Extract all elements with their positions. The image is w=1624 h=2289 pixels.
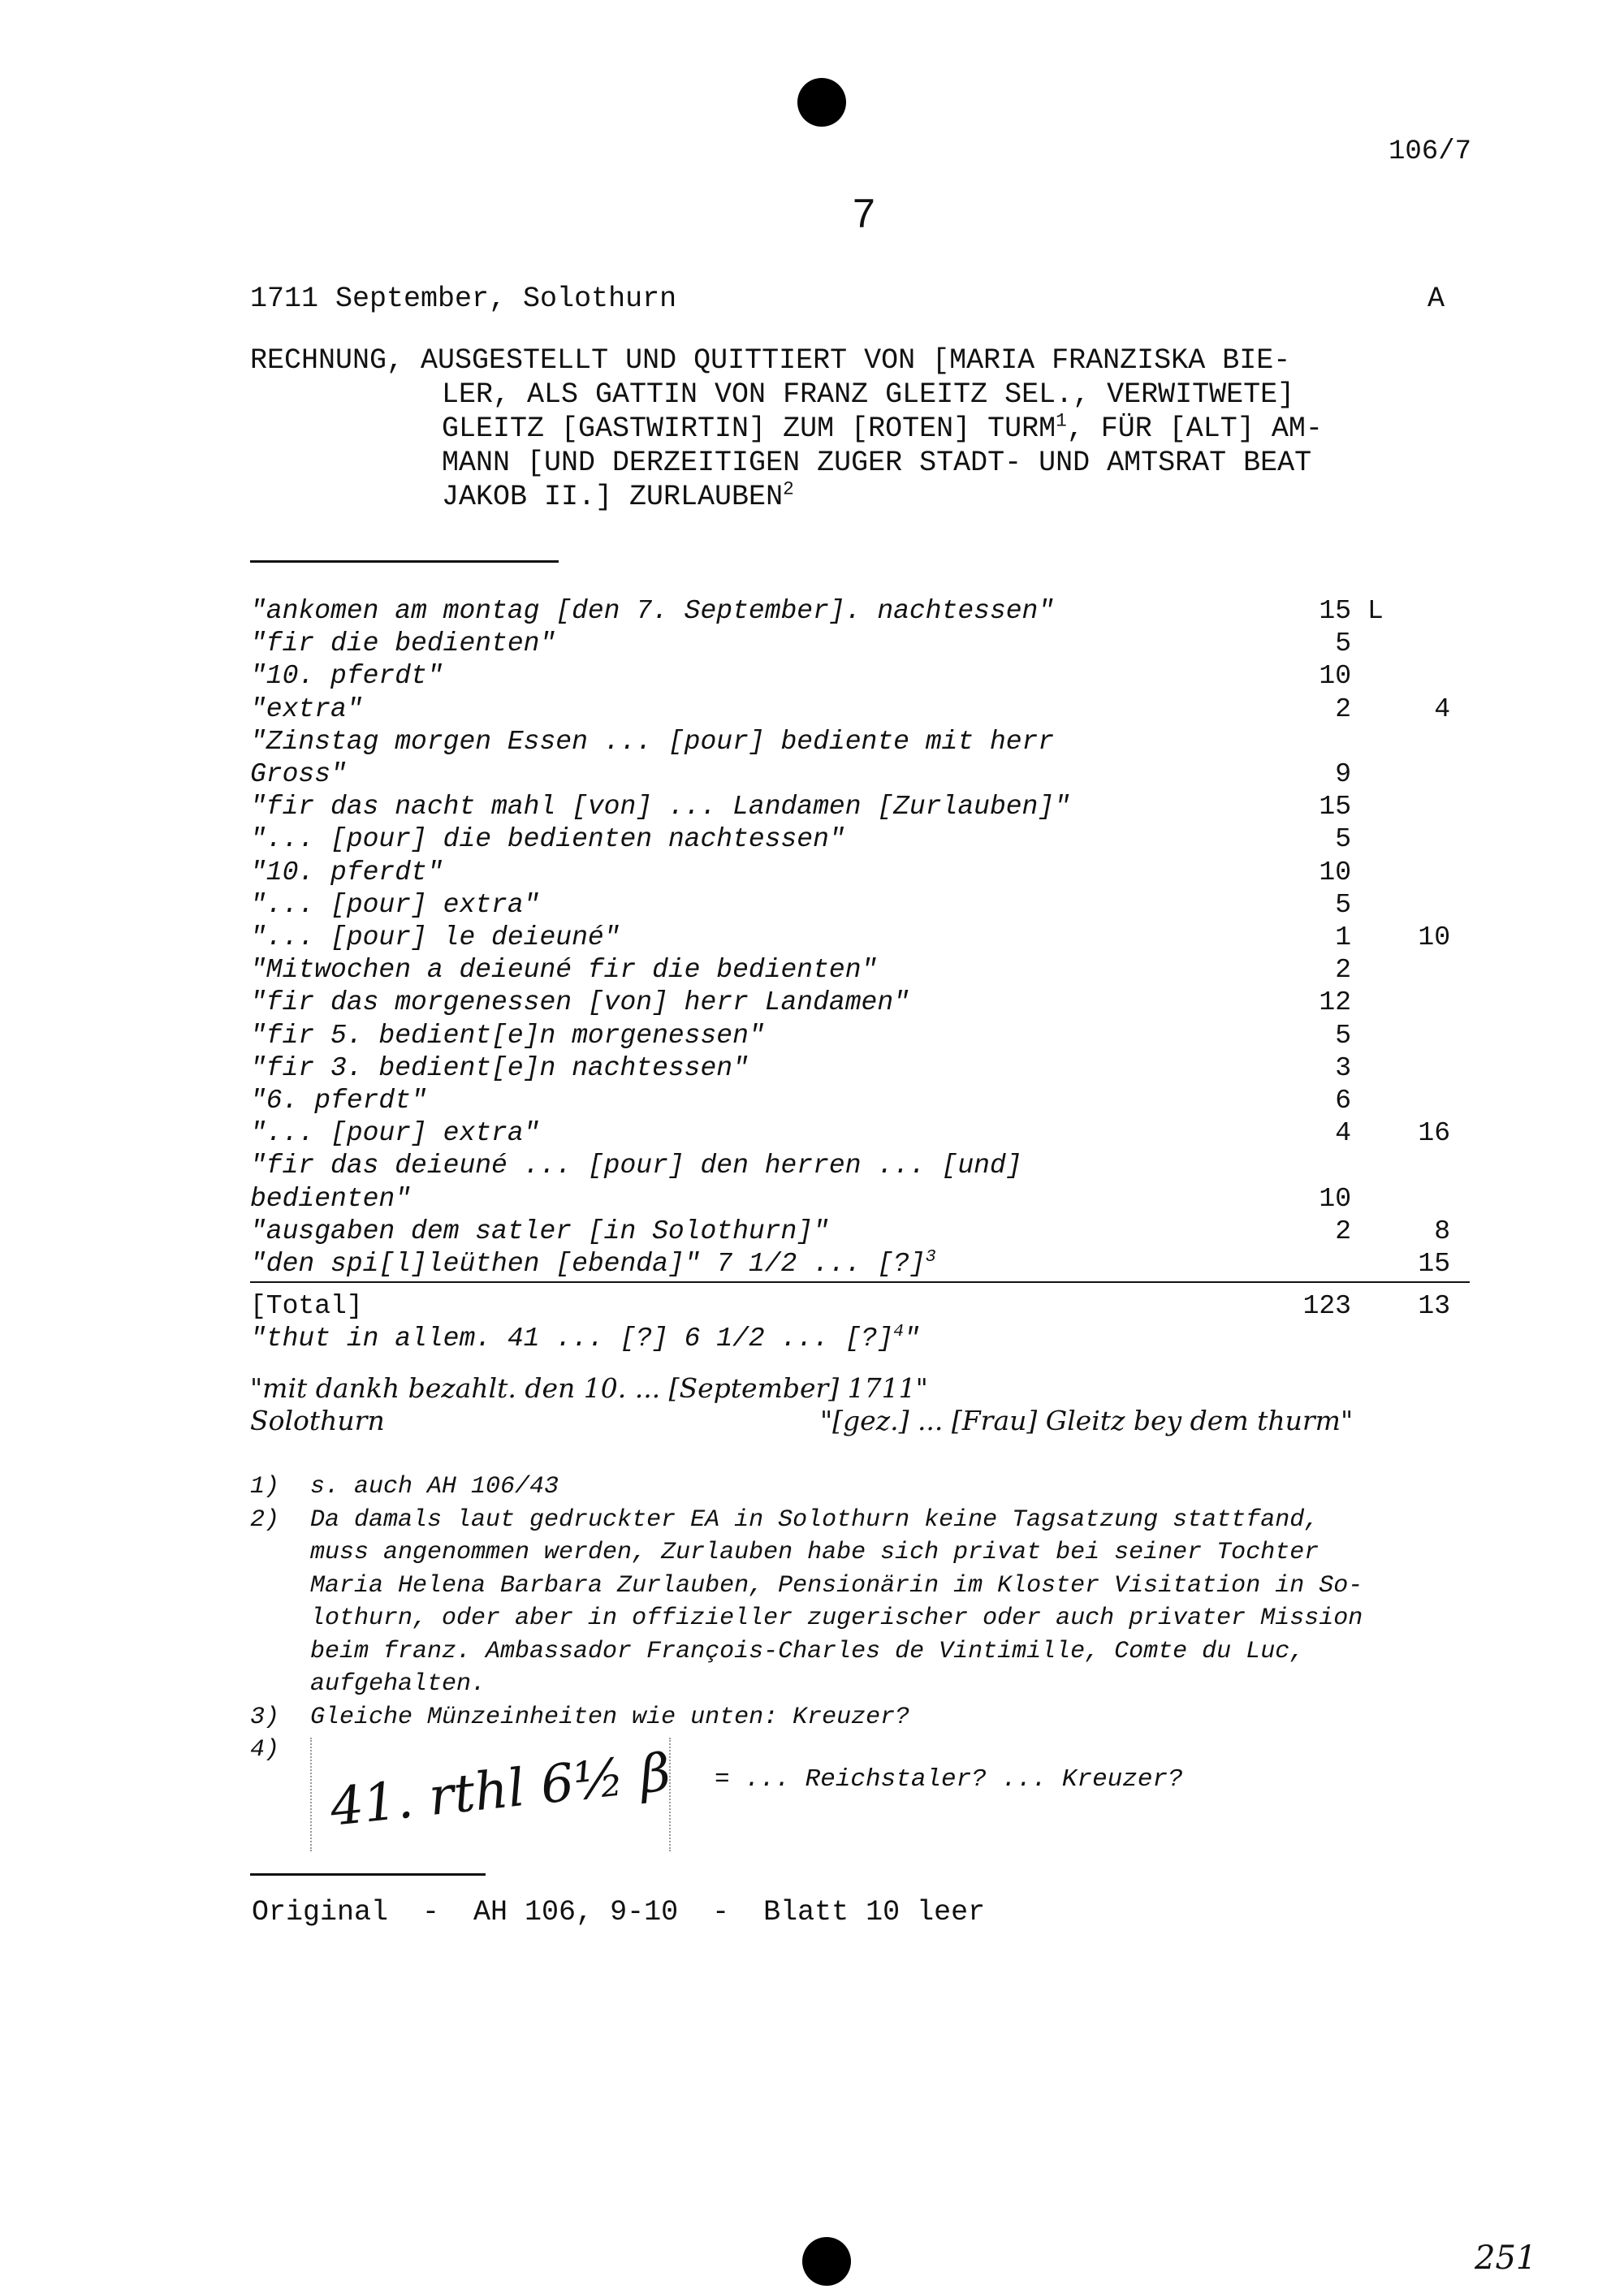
entry-text (250, 661, 443, 691)
entry-label: "extra" (250, 694, 363, 724)
title-line-1: RECHNUNG, AUSGESTELLT UND QUITTIERT VON [MARIA FRANZISKA BIE- (250, 344, 1291, 377)
entry-text (250, 628, 555, 659)
entry-label: "6. pferdt" (250, 1086, 427, 1116)
entry-amount-a: 2 (1335, 694, 1351, 724)
entry-text (250, 857, 443, 888)
entry-amount-a: 2 (1335, 1216, 1351, 1246)
entry-amount-a: 5 (1335, 628, 1351, 659)
entry-amount-a: 9 (1335, 759, 1351, 789)
entry-amount-a: 1 (1335, 922, 1351, 952)
entry-text (250, 987, 909, 1017)
receipt-signature: "[gez.] ... [Frau] Gleitz bey dem thurm" (820, 1405, 1354, 1436)
footnote-ref-1: 1 (1056, 410, 1067, 432)
entry-amount-a: 3 (1335, 1053, 1351, 1083)
entry-label: Gross" (250, 759, 347, 789)
entry-label: "den spi[l]leüthen [ebenda]" 7 1/2 ... [?] (250, 1249, 926, 1279)
entry-amount-a: 5 (1335, 890, 1351, 920)
title-line-3 (442, 412, 1323, 445)
footnote-label: 4) (250, 1736, 280, 1764)
entry-text (250, 1118, 539, 1148)
entry-text (250, 759, 347, 789)
entry-amount-a: 5 (1335, 1021, 1351, 1051)
title-line-2: LER, ALS GATTIN VON FRANZ GLEITZ SEL., VERWITWETE] (442, 378, 1295, 411)
footnote-line: muss angenommen werden, Zurlauben habe sich privat bei seiner Tochter (310, 1539, 1320, 1566)
punch-hole-bottom (802, 2237, 851, 2286)
entry-label: "... [pour] extra" (250, 890, 540, 920)
entry-text (250, 824, 845, 854)
source-divider (250, 1873, 486, 1876)
punch-hole-top (797, 78, 846, 127)
entry-text (250, 1249, 936, 1279)
entry-text (250, 1086, 427, 1116)
entry-amount-b: 8 (1434, 1216, 1450, 1246)
entry-text (250, 890, 539, 920)
footnote-line: lothurn, oder aber in offizieller zugerischer oder auch privater Mission (310, 1604, 1363, 1632)
entry-label: "Zinstag morgen Essen ... [pour] bediente mit herr (250, 727, 1055, 757)
receipt-place: Solothurn (250, 1405, 385, 1436)
title-line-5 (442, 478, 794, 513)
entry-text (250, 1021, 765, 1051)
title-divider (250, 560, 559, 563)
entry-label: "fir 5. bedient[e]n morgenessen" (250, 1021, 765, 1051)
entry-label: "fir 3. bedient[e]n nachtessen" (250, 1053, 749, 1083)
total-amount-a: 123 (1302, 1291, 1351, 1321)
entry-text (250, 1216, 829, 1246)
receipt-line: "mit dankh bezahlt. den 10. ... [September] 1711" (250, 1372, 928, 1404)
total-label: [Total] (250, 1291, 363, 1321)
total-note-end: " (904, 1324, 920, 1354)
entry-label: bedienten" (250, 1184, 412, 1214)
entry-label: "10. pferdt" (250, 661, 443, 691)
entry-label: "Mitwochen a deieuné fir die bedienten" (250, 955, 878, 985)
footnote-ref-3: 3 (925, 1247, 936, 1267)
entry-text (250, 1184, 411, 1214)
entry-amount-a: 12 (1319, 987, 1351, 1017)
total-note (250, 1324, 920, 1354)
entry-text (250, 1053, 749, 1083)
entry-label: "fir das deieuné ... [pour] den herren ... [und] (250, 1151, 1022, 1181)
title-line-3a: GLEITZ [GASTWIRTIN] ZUM [ROTEN] TURM (442, 412, 1056, 445)
footnote-line: s. auch AH 106/43 (310, 1473, 559, 1501)
document-reference: 106/7 (1389, 136, 1472, 167)
footnote-4-explanation: = ... Reichstaler? ... Kreuzer? (715, 1765, 1183, 1794)
entry-amount-a: 15 (1319, 792, 1351, 822)
entry-text (250, 955, 877, 985)
entry-amount-b: 16 (1418, 1118, 1450, 1148)
page-mark: 251 (1475, 2239, 1537, 2277)
entry-label: "... [pour] le deieuné" (250, 922, 620, 952)
footnote-line: Da damals laut gedruckter EA in Solothurn keine Tagsatzung stattfand, (310, 1506, 1320, 1534)
date-place: 1711 September, Solothurn (250, 283, 677, 315)
source-note: Original - AH 106, 9-10 - Blatt 10 leer (252, 1896, 986, 1928)
entry-text (250, 922, 620, 952)
footnote-ref-2: 2 (783, 478, 794, 500)
title-line-5a: JAKOB II.] ZURLAUBEN (442, 481, 784, 513)
footnote-4-handwriting (310, 1738, 674, 1851)
document-mark: A (1427, 283, 1445, 315)
entry-text (250, 694, 363, 724)
entry-amount-b: 15 (1418, 1249, 1450, 1279)
footnote-label: 2) (250, 1506, 280, 1534)
footnote-line: Maria Helena Barbara Zurlauben, Pensionärin im Kloster Visitation in So- (310, 1572, 1363, 1600)
total-note-text: "thut in allem. 41 ... [?] 6 1/2 ... [?] (250, 1324, 894, 1354)
entry-label: "... [pour] die bedienten nachtessen" (250, 824, 845, 854)
entry-amount-a: 4 (1335, 1118, 1351, 1148)
sum-rule (250, 1281, 1470, 1283)
entry-amount-b: 10 (1418, 922, 1450, 952)
entry-amount-a: 5 (1335, 824, 1351, 854)
total-amount-b: 13 (1418, 1291, 1450, 1321)
entry-label: "ausgaben dem satler [in Solothurn]" (250, 1216, 829, 1246)
entry-label: "10. pferdt" (250, 857, 443, 888)
entry-amount-a: 2 (1335, 955, 1351, 985)
entry-label: "fir das morgenessen [von] herr Landamen" (250, 987, 909, 1017)
entry-label: "... [pour] extra" (250, 1118, 540, 1148)
entry-amount-a: 6 (1335, 1086, 1351, 1116)
footnote-label: 3) (250, 1704, 280, 1731)
entry-label: "ankomen am montag [den 7. September]. nachtessen" (250, 596, 1055, 626)
entry-text (250, 792, 1070, 822)
footnote-line: Gleiche Münzeinheiten wie unten: Kreuzer? (310, 1704, 910, 1731)
entry-amount-a: 10 (1319, 661, 1351, 691)
title-line-4: MANN [UND DERZEITIGEN ZUGER STADT- UND AMTSRAT BEAT (442, 447, 1312, 479)
footnote-line: aufgehalten. (310, 1670, 486, 1698)
entry-text (250, 1151, 1022, 1181)
entry-label: "fir das nacht mahl [von] ... Landamen [Zurlauben]" (250, 792, 1070, 822)
footnote-line: beim franz. Ambassador François-Charles de Vintimille, Comte du Luc, (310, 1638, 1305, 1665)
entry-text (250, 727, 1054, 757)
document-number: 7 (853, 191, 875, 236)
footnote-ref-4: 4 (893, 1322, 905, 1341)
handwriting-amount: 41. rthl 6½ β (327, 1743, 674, 1838)
entry-amount-b: L (1367, 596, 1384, 626)
entry-amount-b: 4 (1434, 694, 1450, 724)
entry-label: "fir die bedienten" (250, 628, 556, 659)
entry-text (250, 596, 1054, 626)
title-line-3b: , FÜR [ALT] AM- (1066, 412, 1323, 445)
entry-amount-a: 10 (1319, 1184, 1351, 1214)
footnote-label: 1) (250, 1473, 280, 1501)
entry-amount-a: 15 (1319, 596, 1351, 626)
entry-amount-a: 10 (1319, 857, 1351, 888)
